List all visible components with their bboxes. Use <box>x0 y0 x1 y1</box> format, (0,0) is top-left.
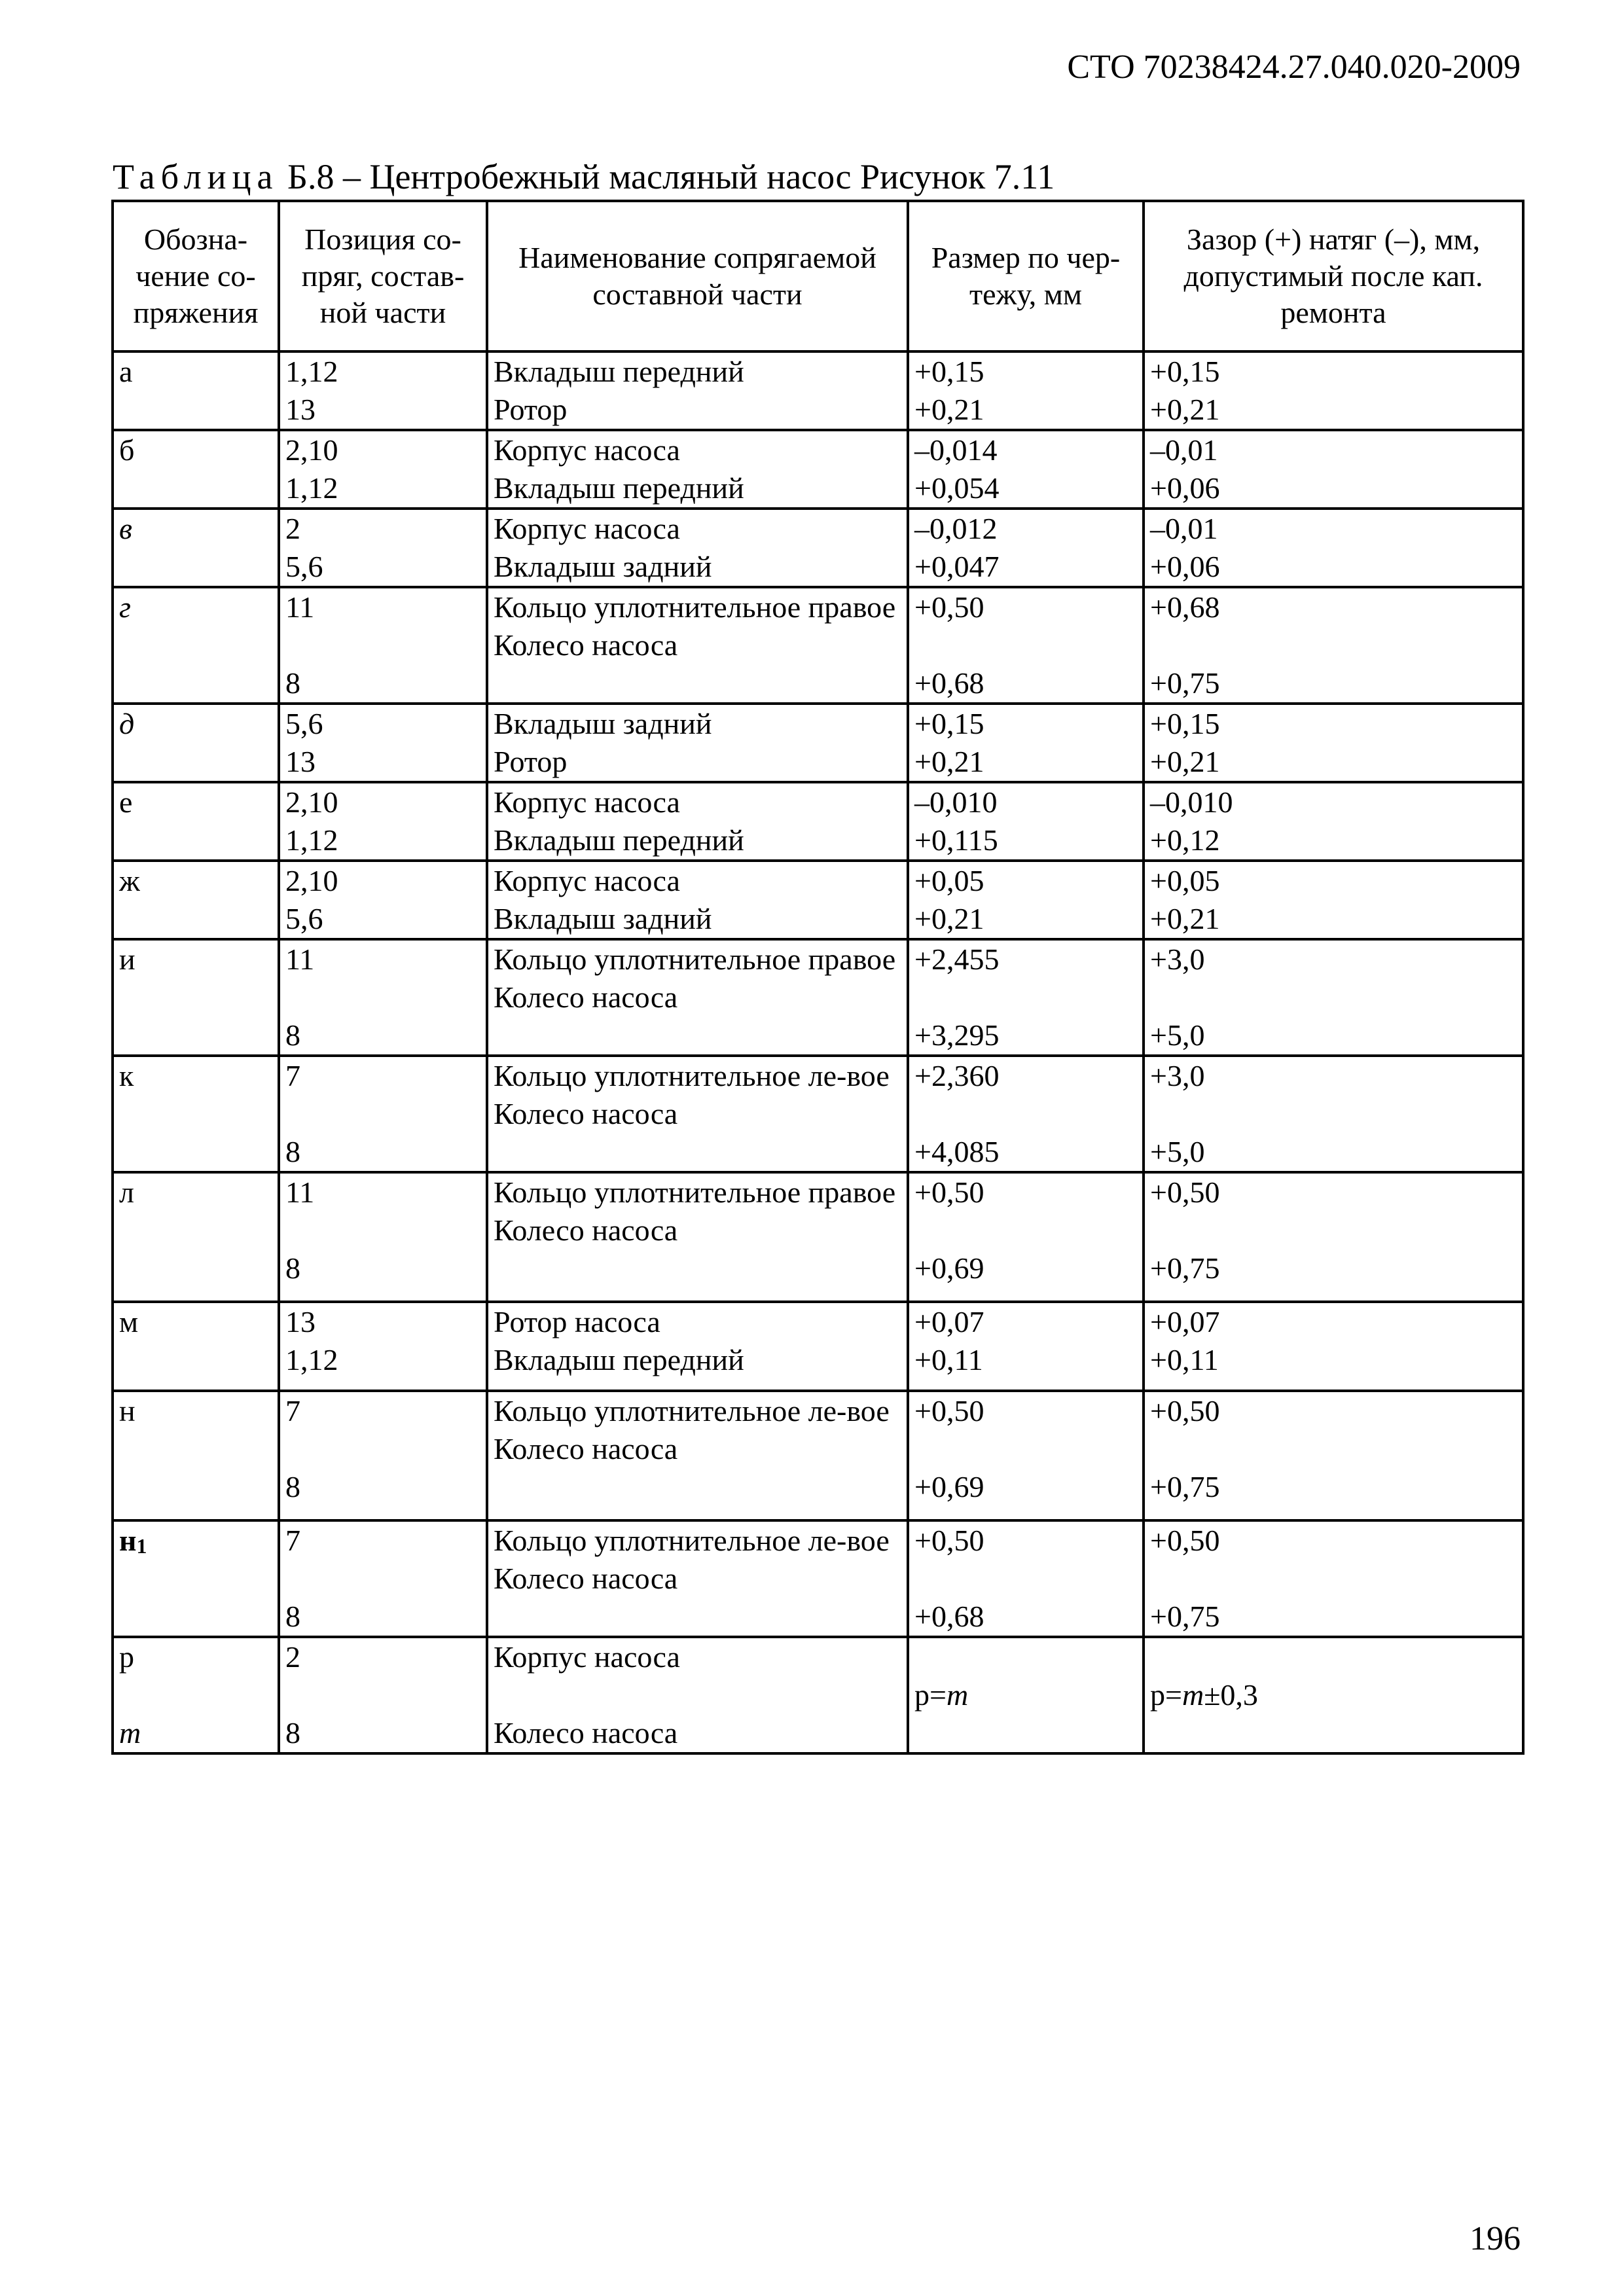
clearance: +5,0 <box>1150 1018 1205 1052</box>
position-cell <box>279 861 487 939</box>
clearance: +0,21 <box>1150 745 1220 778</box>
drawing-size: +3,295 <box>914 1018 1000 1052</box>
drawing-size: +0,50 <box>914 1175 984 1209</box>
designation: б <box>119 433 135 467</box>
part-name: Колесо насоса <box>494 1432 678 1465</box>
table-row <box>113 861 1523 939</box>
designation-cell <box>113 704 279 782</box>
clearance: +0,75 <box>1150 666 1220 700</box>
part-name: Вкладыш задний <box>494 707 712 740</box>
designation: ж <box>119 864 140 897</box>
table-row <box>113 1056 1523 1172</box>
position-cell <box>279 1172 487 1302</box>
drawing-size: +2,360 <box>914 1059 1000 1092</box>
designation: т <box>119 1716 141 1749</box>
header-designation: Обозна-чение со-пряжения <box>113 201 279 351</box>
size-cell <box>908 939 1144 1056</box>
designation: в <box>119 512 132 545</box>
part-name: Кольцо уплотнительное ле-вое <box>494 1394 890 1427</box>
clearance: +0,12 <box>1150 823 1220 857</box>
drawing-size: –0,010 <box>914 785 998 819</box>
drawing-size: +0,50 <box>914 1524 984 1557</box>
designation-cell <box>113 1302 279 1391</box>
part-name: Корпус насоса <box>494 433 680 467</box>
table-row <box>113 1637 1523 1753</box>
position: 2,10 <box>285 785 338 819</box>
table-header-row <box>113 201 1523 351</box>
table-row <box>113 1302 1523 1391</box>
designation-cell <box>113 1172 279 1302</box>
part-name: Вкладыш передний <box>494 471 744 505</box>
position: 1,12 <box>285 823 338 857</box>
drawing-size: +0,21 <box>914 745 984 778</box>
clearance-cell <box>1144 861 1523 939</box>
designation-cell <box>113 351 279 430</box>
designation-cell <box>113 509 279 587</box>
header-drawing-size: Размер по чер-тежу, мм <box>908 201 1144 351</box>
clearance-cell <box>1144 1520 1523 1637</box>
position: 2,10 <box>285 864 338 897</box>
position-cell <box>279 430 487 509</box>
clearance: +0,15 <box>1150 355 1220 388</box>
position: 5,6 <box>285 902 323 935</box>
part-cell <box>487 1520 908 1637</box>
part-name: Кольцо уплотнительное ле-вое <box>494 1524 890 1557</box>
part-cell <box>487 1391 908 1520</box>
drawing-size: +0,21 <box>914 902 984 935</box>
part-name: Корпус насоса <box>494 785 680 819</box>
size-cell <box>908 587 1144 704</box>
designation-cell <box>113 939 279 1056</box>
header-clearance: Зазор (+) натяг (–), мм, допустимый после кап. ремонта <box>1144 201 1523 351</box>
position-cell <box>279 939 487 1056</box>
part-name: Колесо насоса <box>494 628 678 662</box>
drawing-size: +0,50 <box>914 590 984 624</box>
caption-label: Таблица <box>113 157 279 196</box>
size-cell <box>908 1520 1144 1637</box>
part-name: Корпус насоса <box>494 512 680 545</box>
clearance-cell <box>1144 704 1523 782</box>
table-row <box>113 587 1523 704</box>
designation-cell <box>113 782 279 861</box>
part-name: Корпус насоса <box>494 1640 680 1674</box>
part-name: Ротор насоса <box>494 1305 660 1338</box>
part-name: Корпус насоса <box>494 864 680 897</box>
drawing-size: +0,054 <box>914 471 1000 505</box>
position: 11 <box>285 942 315 976</box>
clearance: +5,0 <box>1150 1135 1205 1168</box>
size-cell <box>908 704 1144 782</box>
table-row <box>113 1391 1523 1520</box>
table-row <box>113 509 1523 587</box>
position-cell <box>279 509 487 587</box>
clearance: +0,11 <box>1150 1343 1219 1376</box>
designation: м <box>119 1305 139 1338</box>
part-cell <box>487 351 908 430</box>
clearance: –0,010 <box>1150 785 1233 819</box>
position: 13 <box>285 393 316 426</box>
clearance: +0,21 <box>1150 902 1220 935</box>
table-row <box>113 1520 1523 1637</box>
designation: н <box>119 1394 135 1427</box>
position: 1,12 <box>285 355 338 388</box>
mating-parts-table <box>111 200 1525 1755</box>
part-name: Ротор <box>494 393 568 426</box>
designation-cell <box>113 1637 279 1753</box>
size-cell <box>908 1056 1144 1172</box>
clearance-cell <box>1144 1172 1523 1302</box>
part-cell <box>487 1302 908 1391</box>
drawing-size: +0,047 <box>914 550 1000 583</box>
part-cell <box>487 1637 908 1753</box>
size-cell <box>908 1391 1144 1520</box>
drawing-size: –0,012 <box>914 512 998 545</box>
caption-text: Б.8 – Центробежный масляный насос Рисунок 7.11 <box>278 157 1055 196</box>
part-name: Колесо насоса <box>494 1562 678 1595</box>
table-row <box>113 939 1523 1056</box>
designation: е <box>119 785 133 819</box>
drawing-size: +0,11 <box>914 1343 983 1376</box>
table-row <box>113 1172 1523 1302</box>
clearance: +0,06 <box>1150 471 1220 505</box>
part-cell <box>487 1172 908 1302</box>
size-cell <box>908 1302 1144 1391</box>
clearance: +0,68 <box>1150 590 1220 624</box>
clearance: +0,07 <box>1150 1305 1220 1338</box>
clearance-cell <box>1144 430 1523 509</box>
part-cell <box>487 704 908 782</box>
position: 8 <box>285 666 300 700</box>
clearance: +0,50 <box>1150 1394 1220 1427</box>
drawing-size: +4,085 <box>914 1135 1000 1168</box>
position: 5,6 <box>285 550 323 583</box>
clearance-cell <box>1144 1302 1523 1391</box>
designation-cell <box>113 430 279 509</box>
position: 1,12 <box>285 471 338 505</box>
clearance: +0,05 <box>1150 864 1220 897</box>
position-cell <box>279 1391 487 1520</box>
clearance-cell <box>1144 1637 1523 1753</box>
position: 5,6 <box>285 707 323 740</box>
position: 13 <box>285 745 316 778</box>
part-name: Колесо насоса <box>494 1716 678 1749</box>
designation-cell <box>113 587 279 704</box>
part-name: Кольцо уплотнительное правое <box>494 1175 896 1209</box>
drawing-size: +0,50 <box>914 1394 984 1427</box>
clearance-cell <box>1144 782 1523 861</box>
position: 7 <box>285 1524 300 1557</box>
size-cell <box>908 782 1144 861</box>
table-row <box>113 430 1523 509</box>
designation-cell <box>113 1391 279 1520</box>
clearance: –0,01 <box>1150 433 1218 467</box>
designation: н1 <box>119 1524 147 1558</box>
drawing-size: +0,15 <box>914 707 984 740</box>
clearance: +0,75 <box>1150 1470 1220 1503</box>
table-caption <box>113 153 1055 200</box>
part-cell <box>487 782 908 861</box>
drawing-size: +0,69 <box>914 1251 984 1285</box>
part-name: Кольцо уплотнительное ле-вое <box>494 1059 890 1092</box>
part-cell <box>487 1056 908 1172</box>
part-name: Вкладыш задний <box>494 550 712 583</box>
designation: к <box>119 1059 134 1092</box>
clearance-cell <box>1144 509 1523 587</box>
part-name: Вкладыш передний <box>494 823 744 857</box>
clearance-cell <box>1144 939 1523 1056</box>
part-name: Колесо насоса <box>494 980 678 1014</box>
drawing-size: +0,115 <box>914 823 998 857</box>
position-cell <box>279 587 487 704</box>
position: 8 <box>285 1135 300 1168</box>
position: 2,10 <box>285 433 338 467</box>
part-name: Колесо насоса <box>494 1097 678 1130</box>
part-cell <box>487 587 908 704</box>
drawing-size: –0,014 <box>914 433 998 467</box>
clearance: –0,01 <box>1150 512 1218 545</box>
designation: и <box>119 942 135 976</box>
header-position: Позиция со-пряг, состав-ной части <box>279 201 487 351</box>
designation: р <box>119 1640 134 1674</box>
position: 1,12 <box>285 1343 338 1376</box>
size-cell <box>908 1172 1144 1302</box>
size-cell <box>908 861 1144 939</box>
position-cell <box>279 782 487 861</box>
position-cell <box>279 351 487 430</box>
clearance-cell <box>1144 1056 1523 1172</box>
clearance: +3,0 <box>1150 942 1205 976</box>
position: 13 <box>285 1305 316 1338</box>
clearance: +0,50 <box>1150 1175 1220 1209</box>
position: 2 <box>285 512 300 545</box>
designation-cell <box>113 861 279 939</box>
drawing-size: +0,68 <box>914 666 984 700</box>
position: 8 <box>285 1018 300 1052</box>
position-cell <box>279 1520 487 1637</box>
drawing-size: +0,05 <box>914 864 984 897</box>
part-name: Кольцо уплотнительное правое <box>494 942 896 976</box>
size-cell <box>908 1637 1144 1753</box>
clearance: +0,21 <box>1150 393 1220 426</box>
position: 8 <box>285 1716 300 1749</box>
clearance: +0,75 <box>1150 1251 1220 1285</box>
position: 7 <box>285 1394 300 1427</box>
table-row <box>113 351 1523 430</box>
position: 11 <box>285 590 315 624</box>
part-cell <box>487 509 908 587</box>
drawing-size: +0,69 <box>914 1470 984 1503</box>
designation: а <box>119 355 133 388</box>
part-cell <box>487 861 908 939</box>
position: 7 <box>285 1059 300 1092</box>
position: 2 <box>285 1640 300 1674</box>
drawing-size: +0,21 <box>914 393 984 426</box>
designation: л <box>119 1175 134 1209</box>
part-name: Кольцо уплотнительное правое <box>494 590 896 624</box>
clearance: +0,50 <box>1150 1524 1220 1557</box>
position: 8 <box>285 1251 300 1285</box>
position-cell <box>279 1302 487 1391</box>
position-cell <box>279 1056 487 1172</box>
part-name: Ротор <box>494 745 568 778</box>
drawing-size: +0,15 <box>914 355 984 388</box>
designation-subscript: 1 <box>136 1534 147 1558</box>
size-cell <box>908 430 1144 509</box>
clearance-cell <box>1144 1391 1523 1520</box>
position-cell <box>279 704 487 782</box>
size-cell <box>908 509 1144 587</box>
designation: г <box>119 590 131 624</box>
designation-cell <box>113 1056 279 1172</box>
drawing-size: +2,455 <box>914 942 1000 976</box>
part-cell <box>487 939 908 1056</box>
position: 8 <box>285 1600 300 1633</box>
part-name: Вкладыш передний <box>494 355 744 388</box>
position: 11 <box>285 1175 315 1209</box>
position: 8 <box>285 1470 300 1503</box>
document-code: СТО 70238424.27.040.020-2009 <box>1067 48 1521 86</box>
table-row <box>113 704 1523 782</box>
clearance: +0,75 <box>1150 1600 1220 1633</box>
position-cell <box>279 1637 487 1753</box>
clearance-formula: р=т±0,3 <box>1150 1678 1258 1712</box>
part-name: Колесо насоса <box>494 1213 678 1247</box>
size-cell <box>908 351 1144 430</box>
clearance-cell <box>1144 351 1523 430</box>
part-name: Вкладыш передний <box>494 1343 744 1376</box>
drawing-size: +0,68 <box>914 1600 984 1633</box>
clearance: +3,0 <box>1150 1059 1205 1092</box>
table-row <box>113 782 1523 861</box>
drawing-size-formula: р=т <box>914 1678 969 1712</box>
clearance: +0,06 <box>1150 550 1220 583</box>
clearance-cell <box>1144 587 1523 704</box>
part-cell <box>487 430 908 509</box>
drawing-size: +0,07 <box>914 1305 984 1338</box>
page-number: 196 <box>1470 2220 1521 2257</box>
designation: д <box>119 707 135 740</box>
part-name: Вкладыш задний <box>494 902 712 935</box>
designation-cell <box>113 1520 279 1637</box>
header-part-name: Наименование сопрягаемой составной части <box>487 201 908 351</box>
clearance: +0,15 <box>1150 707 1220 740</box>
